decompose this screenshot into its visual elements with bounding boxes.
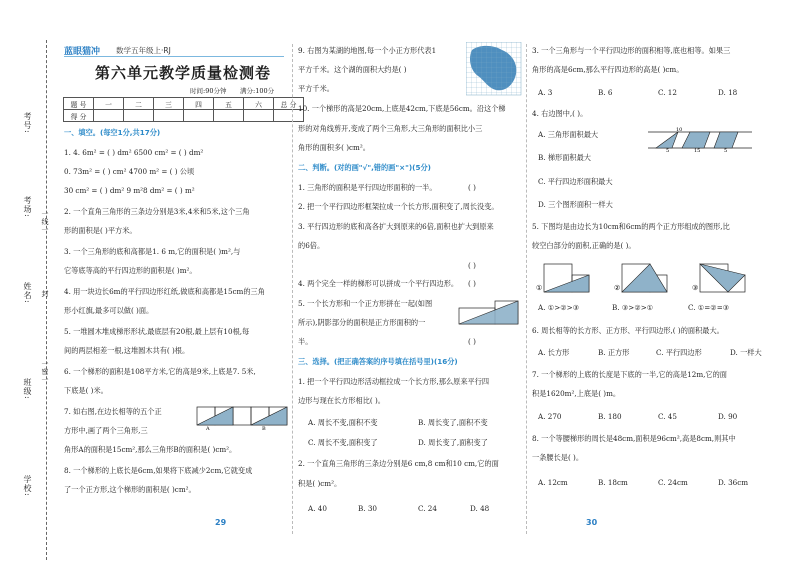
fig5-label-3: ③ [692, 284, 699, 292]
q10-line1: 10. 一个梯形的高是20cm,上底是42cm,下底是56cm。沿这个梯 [298, 104, 506, 113]
judge-3-answer[interactable]: ( ) [468, 261, 476, 270]
choice-3-option-c[interactable]: C. 12 [658, 88, 677, 97]
q2-line1: 2. 一个直角三角形的三条边分别是3米,4米和5米,这个三角 [64, 207, 250, 216]
q8-line1: 8. 一个梯形的上底长是6cm,如果将下底减少2cm,它就变成 [64, 466, 253, 475]
q1-line1: 1. 4. 6m² = ( ) dm² 6500 cm² = ( ) dm² [64, 148, 204, 157]
choice-6-option-b[interactable]: B. 正方形 [598, 348, 630, 357]
choice-4-option-c[interactable]: C. 平行四边形面积最大 [538, 177, 613, 186]
judge-4-answer[interactable]: ( ) [468, 279, 476, 288]
score-head: 二 [124, 98, 154, 110]
choice-6-option-a[interactable]: A. 长方形 [538, 348, 570, 357]
choice-7-option-c[interactable]: C. 45 [658, 412, 677, 421]
exam-time: 时间:90分钟 [190, 87, 227, 95]
score-head: 一 [94, 98, 124, 110]
page-number-left: 29 [215, 518, 227, 527]
choice-5-line1: 5. 下图均是由边长为10cm和6cm的两个正方形组成的图形,比 [532, 222, 730, 231]
judge-3-line2: 的6倍。 [298, 241, 325, 250]
page-title: 第六单元教学质量检测卷 [95, 64, 272, 82]
score-cell[interactable] [184, 110, 214, 122]
judge-4: 4. 两个完全一样的梯形可以拼成一个平行四边形。 [298, 279, 459, 288]
seal-mark-2: 封 [41, 290, 49, 298]
choice-5-option-b[interactable]: B. ③>②>① [612, 303, 654, 312]
score-head: 四 [184, 98, 214, 110]
header-rule [64, 56, 284, 57]
score-table [63, 97, 304, 122]
parallel-shapes-figure [648, 126, 752, 152]
q8-line2: 了一个正方形,这个梯形的面积是( )cm²。 [64, 485, 196, 494]
two-squares-figures [534, 260, 764, 294]
rect-square-figure [458, 300, 520, 326]
fig5-label-1: ① [536, 284, 543, 292]
q1-line2: 0. 73m² = ( ) cm² 4700 m² = ( ) 公顷 [64, 167, 195, 176]
choice-5-option-c[interactable]: C. ①=②=③ [688, 303, 730, 312]
choice-6-option-c[interactable]: C. 平行四边形 [656, 348, 702, 357]
choice-3-option-b[interactable]: B. 6 [598, 88, 613, 97]
choice-5-line2: 较空白部分的面积,正确的是( )。 [532, 241, 636, 250]
column-divider [526, 44, 527, 534]
choice-7-option-a[interactable]: A. 270 [538, 412, 562, 421]
choice-3-option-d[interactable]: D. 18 [718, 88, 738, 97]
brand-logo: 蓝眼猫冲 [64, 47, 101, 57]
q7-line2: 方形中,画了两个三角形,三 [64, 426, 148, 435]
choice-3-line1: 3. 一个三角形与一个平行四边形的面积相等,底也相等。如果三 [532, 46, 731, 55]
choice-8-line1: 8. 一个等腰梯形的周长是48cm,面积是96cm²,高是8cm,则其中 [532, 434, 736, 443]
section-judge: 二、判断。(对的画"√",错的画"×")(5分) [298, 163, 431, 172]
q10-line3: 角形的面积多( )cm²。 [298, 143, 370, 152]
q2-line2: 形的面积是( )平方米。 [64, 226, 137, 235]
section-fill-blank: 一、填空。(每空1分,共17分) [64, 128, 161, 137]
choice-1-line1: 1. 把一个平行四边形活动框拉成一个长方形,那么原来平行四 [298, 377, 490, 386]
q4-line2: 形小红旗,最多可以做( )面。 [64, 306, 154, 315]
judge-1: 1. 三角形的面积是平行四边形面积的一半。 [298, 183, 437, 192]
choice-1-option-c[interactable]: C. 周长不变,面积变了 [308, 438, 378, 447]
q4-line1: 4. 用一块边长6m的平行四边形红纸,做底和高都是15cm的三角 [64, 287, 265, 296]
judge-5-line2: 所示),阴影部分的面积是正方形面积的一 [298, 318, 426, 327]
q1-line3: 30 cm² = ( ) dm² 9 m²8 dm² = ( ) m² [64, 186, 195, 195]
choice-2-line1: 2. 一个直角三角形的三条边分别是6 cm,8 cm和10 cm,它的面 [298, 459, 499, 468]
q5-line1: 5. 一堆圆木堆成梯形形状,最底层有20根,最上层有10根,每 [64, 327, 250, 336]
binding-line [46, 40, 47, 560]
choice-6-stem: 6. 周长相等的长方形、正方形、平行四边形,( )的面积最大。 [532, 326, 724, 335]
choice-2-line2: 积是( )cm²。 [298, 479, 342, 488]
choice-1-line2: 边形与现在长方形相比( )。 [298, 396, 385, 405]
score-head: 题 号 [64, 98, 94, 110]
choice-1-option-d[interactable]: D. 周长变了,面积变了 [418, 438, 488, 447]
q6-line1: 6. 一个梯形的面积是108平方米,它的高是9米,上底是7. 5米, [64, 367, 256, 376]
choice-2-option-c[interactable]: C. 24 [418, 504, 437, 513]
choice-1-option-b[interactable]: B. 周长变了,面积不变 [418, 418, 488, 427]
fig4-label-5a: 5 [666, 148, 670, 152]
fig4-label-10: 10 [676, 127, 683, 133]
q9-line2: 平方千米。这个湖的面积大约是( ) [298, 65, 407, 74]
fig4-label-15: 15 [694, 148, 701, 152]
exam-no-label: 考号: [23, 112, 32, 134]
choice-4-option-d[interactable]: D. 三个图形面积一样大 [538, 200, 613, 209]
score-head: 总 分 [274, 98, 304, 110]
judge-3-line1: 3. 平行四边形的底和高各扩大到原来的6倍,面积也扩大到原来 [298, 222, 494, 231]
judge-5-answer[interactable]: ( ) [468, 337, 476, 346]
score-head: 六 [244, 98, 274, 110]
choice-1-option-a[interactable]: A. 周长不变,面积不变 [308, 418, 378, 427]
q9-line1: 9. 右图为某湖的地图,每一个小正方形代表1 [298, 46, 437, 55]
fig7-label-b: B [262, 426, 266, 431]
score-cell[interactable] [94, 110, 124, 122]
judge-5-line1: 5. 一个长方形和一个正方形拼在一起(如图 [298, 299, 433, 308]
q6-line2: 下底是( )米。 [64, 386, 108, 395]
page-number-right: 30 [586, 518, 598, 527]
choice-4-stem: 4. 右边图中,( )。 [532, 109, 588, 118]
q7-line1: 7. 如右图,在边长相等的五个正 [64, 407, 162, 416]
lake-map-figure [466, 42, 522, 96]
q5-line2: 间的两层相差一根,这堆圆木共有( )根。 [64, 346, 190, 355]
choice-8-line2: 一条腰长是( )。 [532, 453, 584, 462]
choice-7-line1: 7. 一个梯形的上底的长度是下底的一半,它的高是12m,它的面 [532, 370, 727, 379]
score-cell[interactable] [124, 110, 154, 122]
course-label: 数学五年级上·RJ [116, 46, 171, 55]
choice-2-option-d[interactable]: D. 48 [470, 504, 490, 513]
choice-5-option-a[interactable]: A. ①>②>③ [538, 303, 580, 312]
q9-line3: 平方千米。 [298, 84, 334, 93]
choice-7-line2: 积是1620m²,上底是( )m。 [532, 389, 621, 398]
judge-2: 2. 把一个平行四边形框架拉成一个长方形,面积变了,周长没变。 [298, 202, 499, 211]
seal-mark-1: 一线一 [41, 210, 49, 234]
judge-5-line3: 半。 [298, 337, 313, 346]
score-cell[interactable] [154, 110, 184, 122]
judge-1-answer[interactable]: ( ) [468, 183, 476, 192]
q10-line2: 形的对角线剪开,变成了两个三角形,大三角形的面积比小三 [298, 124, 483, 133]
choice-7-option-b[interactable]: B. 180 [598, 412, 622, 421]
score-cell[interactable] [214, 110, 244, 122]
choice-7-option-d[interactable]: D. 90 [718, 412, 738, 421]
score-head: 三 [154, 98, 184, 110]
q7-line3: 角形A的面积是15cm²,那么三角形B的面积是( )cm²。 [64, 445, 237, 454]
seat-label: 考场: [23, 196, 32, 218]
fig5-label-2: ② [614, 284, 621, 292]
class-label: 班级: [23, 378, 32, 400]
choice-4-option-b[interactable]: B. 梯形面积最大 [538, 153, 591, 162]
exam-full-score: 满分:100分 [240, 87, 275, 95]
score-cell[interactable] [244, 110, 274, 122]
q3-line1: 3. 一个三角形的底和高都是1. 6 m,它的面积是( )m²,与 [64, 247, 241, 256]
seal-mark-3: 一密一 [41, 360, 49, 384]
choice-2-option-b[interactable]: B. 30 [358, 504, 377, 513]
fig7-label-a: A [206, 426, 210, 431]
choice-6-option-d[interactable]: D. 一样大 [730, 348, 762, 357]
choice-8-option-a[interactable]: A. 12cm [538, 478, 568, 487]
choice-4-option-a[interactable]: A. 三角形面积最大 [538, 130, 599, 139]
five-squares-figure [196, 403, 288, 431]
choice-8-option-d[interactable]: D. 36cm [718, 478, 749, 487]
school-label: 学校: [23, 475, 32, 497]
column-divider [292, 44, 293, 534]
section-choice: 三、选择。(把正确答案的序号填在括号里)(16分) [298, 357, 458, 366]
q3-line2: 它等底等高的平行四边形的面积是( )m²。 [64, 266, 197, 275]
choice-2-option-a[interactable]: A. 40 [308, 504, 327, 513]
choice-8-option-b[interactable]: B. 18cm [598, 478, 628, 487]
choice-8-option-c[interactable]: C. 24cm [658, 478, 688, 487]
name-label: 姓名: [23, 282, 32, 304]
choice-3-line2: 角形的高是6cm,那么平行四边形的高是( )cm。 [532, 65, 684, 74]
score-head: 五 [214, 98, 244, 110]
score-cell: 得 分 [64, 110, 94, 122]
fig4-label-5b: 5 [724, 148, 728, 152]
choice-3-option-a[interactable]: A. 3 [538, 88, 553, 97]
